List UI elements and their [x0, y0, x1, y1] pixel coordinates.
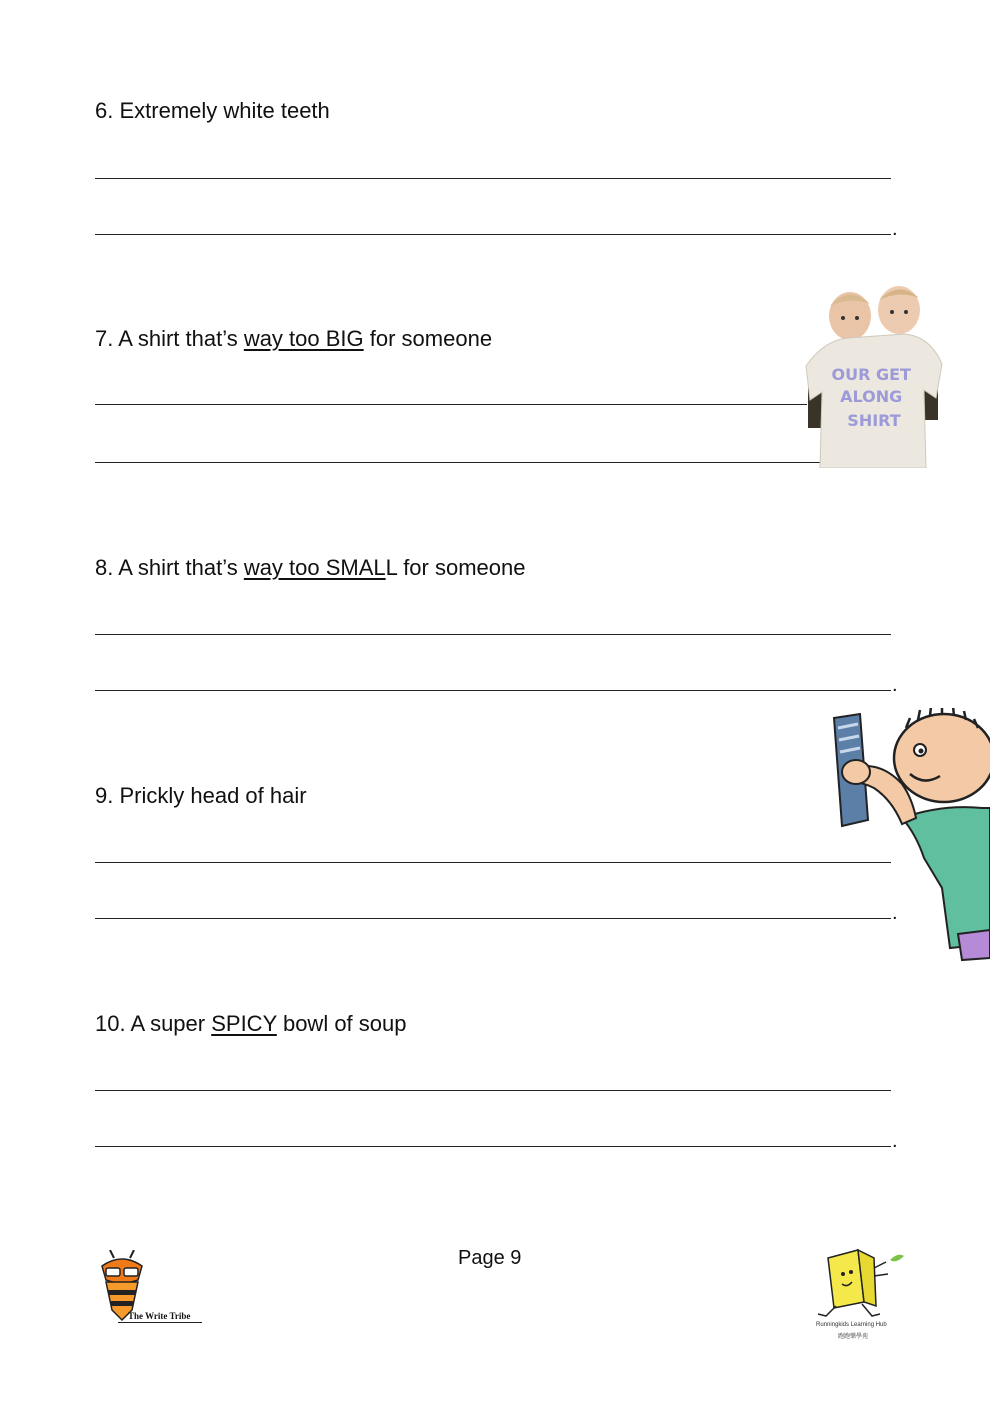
learning-hub-logo-subtext: 跑跑樂學苑 — [838, 1334, 869, 1340]
answer-line[interactable] — [95, 404, 807, 405]
prompt-underlined-text: way too BIG — [243, 326, 364, 351]
running-book-logo-icon — [816, 1244, 906, 1320]
page-number: Page 9 — [458, 1247, 522, 1269]
item-number: 9. — [95, 783, 114, 808]
answer-line[interactable] — [95, 1146, 891, 1147]
prompt-item-8 — [95, 555, 525, 581]
prompt-text: Extremely white teeth — [113, 98, 330, 123]
end-period: . — [892, 218, 898, 240]
write-tribe-logo-text: The Write Tribe — [128, 1311, 191, 1321]
prompt-text: for someone — [363, 326, 493, 351]
answer-line[interactable] — [95, 634, 891, 635]
prompt-text: bowl of soup — [276, 1011, 407, 1036]
answer-line[interactable] — [95, 234, 891, 235]
item-number: 7. — [95, 326, 114, 351]
answer-line[interactable] — [95, 918, 891, 919]
cartoon-head — [894, 714, 990, 802]
prompt-text: A shirt that’s — [113, 555, 244, 580]
prompt-item-7 — [95, 326, 492, 352]
prompt-text: L for someone — [385, 555, 526, 580]
prompt-item-9 — [95, 783, 307, 809]
answer-line[interactable] — [95, 690, 891, 691]
answer-line[interactable] — [95, 178, 891, 179]
item-number: 6. — [95, 98, 114, 123]
cartoon-kid-illustration — [832, 708, 990, 962]
prompt-text: Prickly head of hair — [113, 783, 307, 808]
cartoon-shirt — [902, 807, 990, 948]
item-number: 10. — [95, 1011, 126, 1036]
twins-shirt-photo — [804, 280, 944, 468]
prompt-underlined-text: SPICY — [211, 1011, 277, 1036]
item-number: 8. — [95, 555, 114, 580]
answer-line[interactable] — [95, 1090, 891, 1091]
end-period: . — [892, 1130, 898, 1152]
prompt-underlined-text: way too SMAL — [243, 555, 386, 580]
prompt-item-6 — [95, 98, 330, 124]
end-period: . — [892, 674, 898, 696]
prompt-text: A shirt that’s — [113, 326, 244, 351]
answer-line[interactable] — [95, 462, 821, 463]
answer-line[interactable] — [95, 862, 891, 863]
prompt-text: A super — [125, 1011, 212, 1036]
prompt-item-10 — [95, 1011, 406, 1037]
leaf-icon — [890, 1255, 904, 1262]
shirt-print-text: OUR GET ALONG SHIRT — [831, 365, 911, 430]
learning-hub-logo-text: Runningkids Learning Hub — [816, 1322, 887, 1328]
end-period: . — [892, 902, 898, 924]
